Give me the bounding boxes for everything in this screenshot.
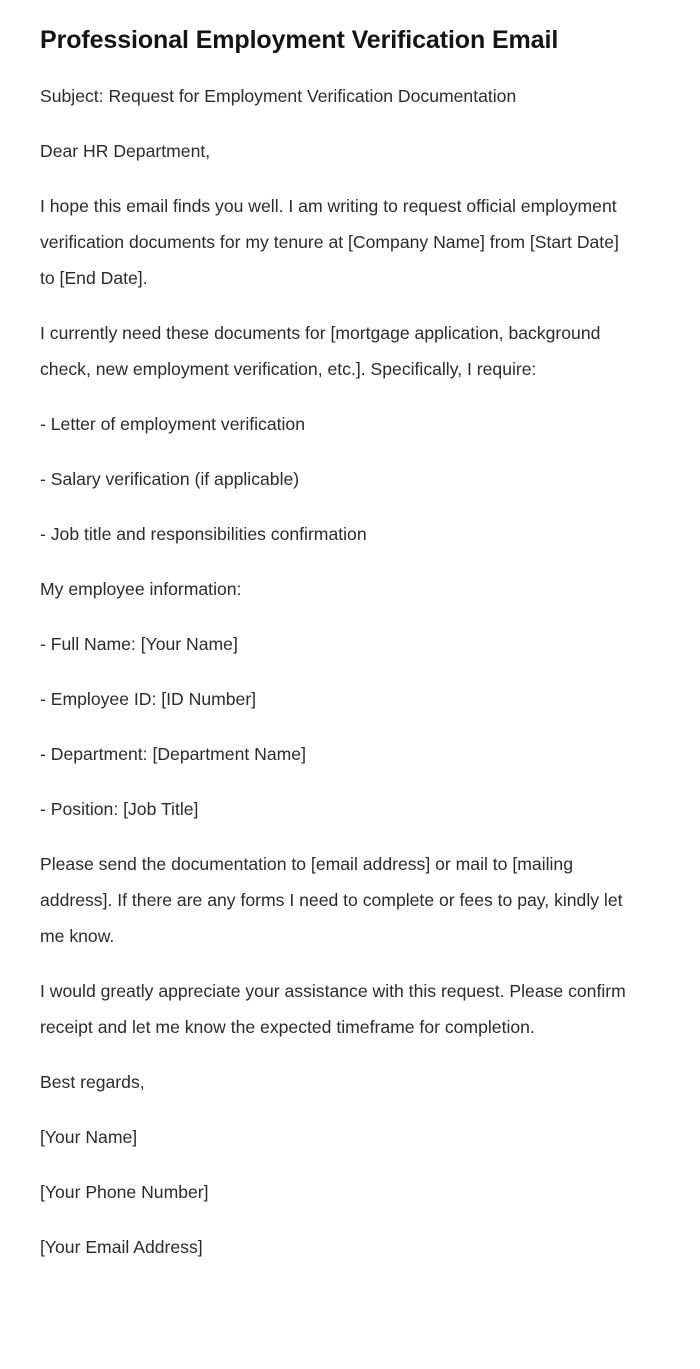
purpose-paragraph: I currently need these documents for [mortgage application, background check, new employment verification, etc.]. Specifically, I require: — [40, 323, 606, 379]
employee-info-heading: My employee information: — [40, 579, 242, 599]
request-item-letter-of-employment: - Letter of employment verification — [40, 414, 305, 434]
signature-phone: [Your Phone Number] — [40, 1182, 209, 1202]
salutation: Dear HR Department, — [40, 141, 211, 161]
employee-info-department: - Department: [Department Name] — [40, 744, 306, 764]
employee-info-position: - Position: [Job Title] — [40, 799, 199, 819]
intro-paragraph: I hope this email finds you well. I am writing to request official employment verification documents for my tenure at [Company Name] from [Start Date] to [End Date]. — [40, 196, 624, 288]
delivery-instructions-paragraph: Please send the documentation to [email address] or mail to [mailing address]. If there are any forms I need to complete or fees to pay, kindly let me know. — [40, 854, 628, 946]
employee-info-full-name: - Full Name: [Your Name] — [40, 634, 238, 654]
request-item-salary-verification: - Salary verification (if applicable) — [40, 469, 300, 489]
sign-off: Best regards, — [40, 1072, 145, 1092]
subject-line: Subject: Request for Employment Verification Documentation — [40, 86, 517, 106]
signature-name: [Your Name] — [40, 1127, 138, 1147]
closing-appreciation-paragraph: I would greatly appreciate your assistance with this request. Please confirm receipt and let me know the expected timeframe for completion. — [40, 981, 631, 1037]
signature-email: [Your Email Address] — [40, 1237, 203, 1257]
request-item-job-title-confirmation: - Job title and responsibilities confirmation — [40, 524, 367, 544]
employee-info-employee-id: - Employee ID: [ID Number] — [40, 689, 257, 709]
email-body — [40, 78, 630, 1265]
page-title: Professional Employment Verification Email — [40, 26, 559, 54]
